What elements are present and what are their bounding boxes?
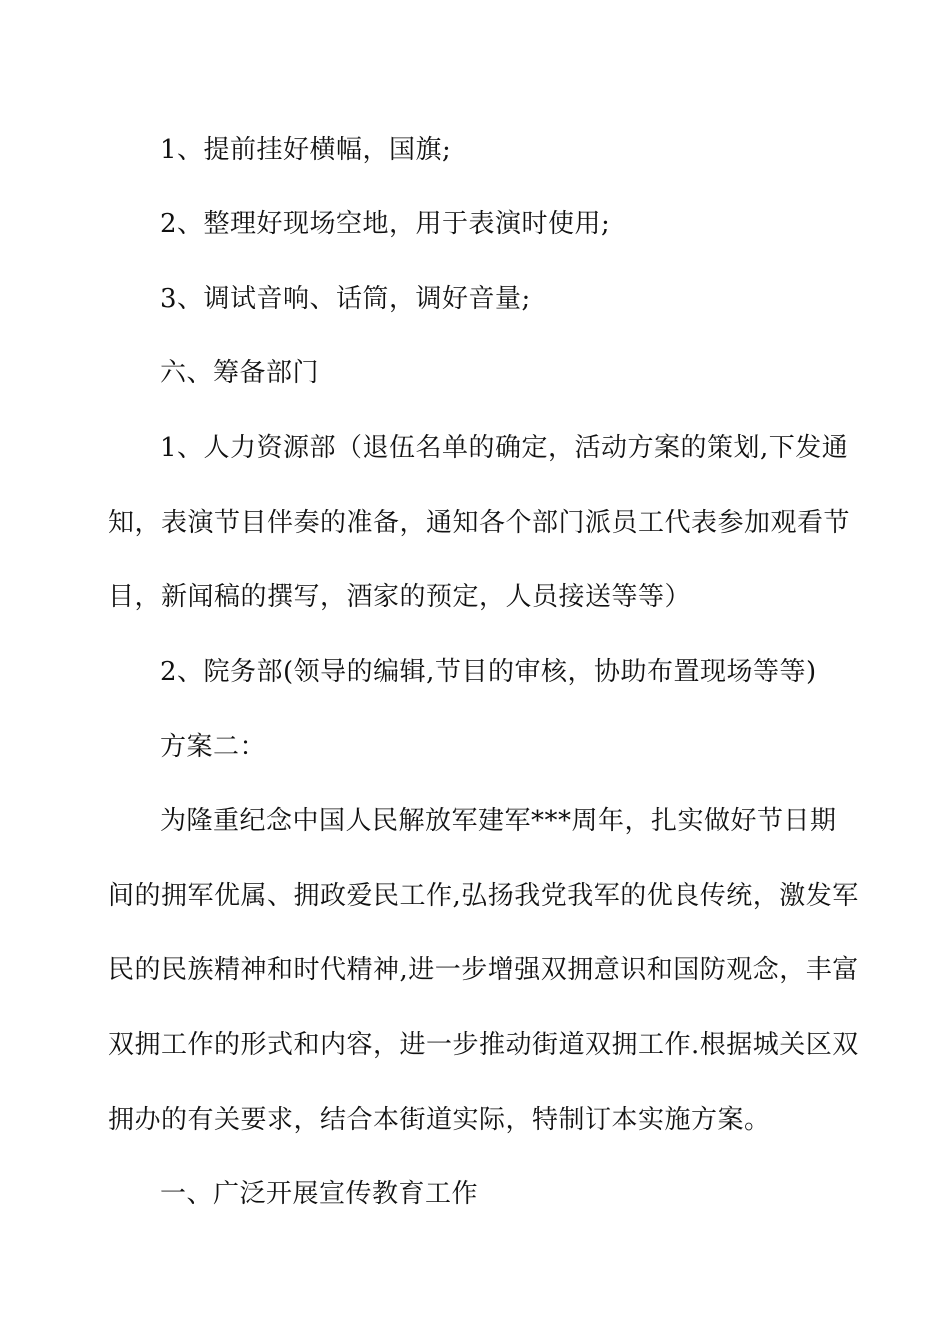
plan-two-heading: 方案二：: [160, 732, 267, 762]
section-heading-publicity: 一、广泛开展宣传教育工作: [160, 1179, 479, 1209]
paragraph-admin: 2、院务部(领导的编辑,节目的审核，协助布置现场等等): [160, 657, 817, 687]
list-item-audio: 3、调试音响、话筒，调好音量;: [160, 284, 531, 314]
paragraph-intro-line-1: 为隆重纪念中国人民解放军建军***周年，扎实做好节日期: [160, 806, 837, 836]
paragraph-intro-line-4: 双拥工作的形式和内容，进一步推动街道双拥工作.根据城关区双: [108, 1030, 859, 1060]
list-item-venue: 2、整理好现场空地，用于表演时使用;: [160, 209, 611, 239]
paragraph-intro-line-2: 间的拥军优属、拥政爱民工作,弘扬我党我军的优良传统，激发军: [108, 881, 859, 911]
section-heading-departments: 六、筹备部门: [160, 358, 320, 388]
paragraph-hr-line-3: 目，新闻稿的撰写，酒家的预定，人员接送等等）: [108, 582, 692, 612]
paragraph-hr-line-1: 1、人力资源部（退伍名单的确定，活动方案的策划,下发通: [160, 433, 849, 463]
paragraph-intro-line-3: 民的民族精神和时代精神,进一步增强双拥意识和国防观念，丰富: [108, 955, 859, 985]
list-item-banner: 1、提前挂好横幅，国旗;: [160, 135, 452, 165]
paragraph-hr-line-2: 知，表演节目伴奏的准备，通知各个部门派员工代表参加观看节: [108, 508, 851, 538]
paragraph-intro-line-5: 拥办的有关要求，结合本街道实际，特制订本实施方案。: [108, 1105, 771, 1135]
